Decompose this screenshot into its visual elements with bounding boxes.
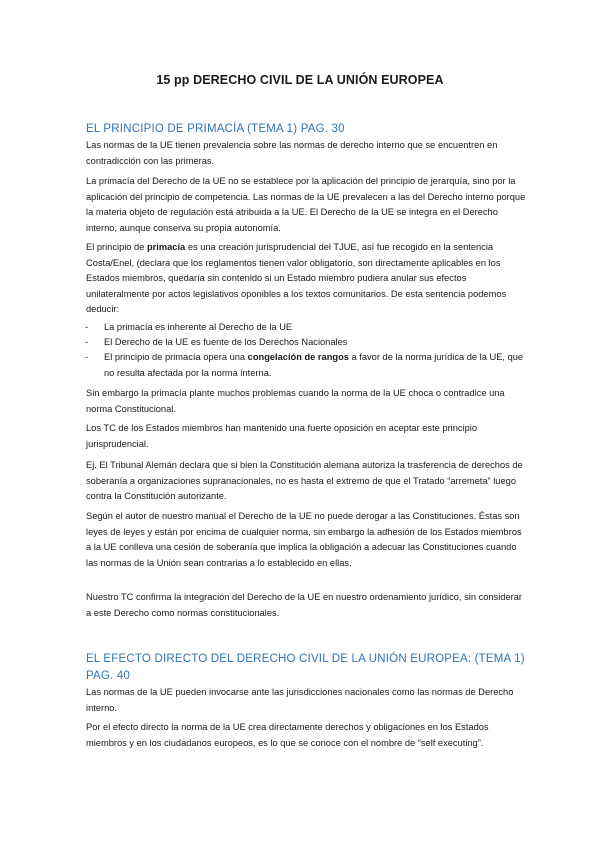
paragraph-text: El principio de [86, 242, 147, 252]
list-item-text: La primacía es inherente al Derecho de la UE [104, 322, 293, 332]
paragraph: Ej. El Tribunal Alemán declara que si bien la Constitución alemana autoriza la trasferencia de derechos de soberanía a organizaciones supranacionales, no es hasta el extremo de que el Tratado “arremeta” luego contra la Constitución autorizante. [86, 460, 523, 502]
list-dash: - [85, 322, 89, 332]
bold-term: primacía [146, 242, 186, 252]
document-title: 15 pp DERECHO CIVIL DE LA UNIÓN EUROPEA [156, 73, 444, 87]
paragraph: Las normas de la UE tienen prevalencia sobre las normas de derecho interno que se encuentren en contradicción con las primeras. [86, 140, 498, 166]
list-dash: - [85, 337, 89, 347]
paragraph-text: es una creación jurisprudencial del TJUE, así fue recogido en la sentencia Costa/Enel, (declara que los reglamentos tienen valor obligatorio, son directamente aplicables en los Estados miembros, quedaría sin contenido si un Estado miembro pudiera anular sus efectos unilateralmente por actos legislativos oponibles a los textos comunitarios. De esta sentencia podemos deducir: [86, 242, 507, 315]
list-item [85, 320, 524, 336]
list-item [85, 350, 524, 381]
paragraph [86, 240, 526, 318]
section-heading-primacia: EL PRINCIPIO DE PRIMACÍA (TEMA 1) PAG. 30 [86, 123, 345, 135]
paragraph: Sin embargo la primacía plante muchos problemas cuando la norma de la UE choca o contradice una norma Constitucional. [86, 388, 505, 414]
paragraph: Los TC de los Estados miembros han mantenido una fuerte oposición en aceptar este principio jurisprudencial. [86, 423, 478, 449]
list-dash: - [85, 352, 89, 362]
paragraph: Según el autor de nuestro manual el Derecho de la UE no puede derogar a las Constituciones. Éstas son leyes de leyes y están por encima de cualquier norma, sin embargo la adhesión de los Estados miembros a la UE conlleva una cesión de soberanía que implica la obligación a adecuar las Constituciones cuando las normas de la Unión sean contrarias a lo establecido en ellas. [86, 511, 522, 568]
list-item-text: El principio de primacía opera una [104, 352, 248, 362]
list-item-text: El Derecho de la UE es fuente de los Derechos Nacionales [104, 337, 348, 347]
list-item-text: a favor de la norma jurídica de la UE, que no resulta afectada por la norma interna. [104, 352, 524, 378]
paragraph: La primacía del Derecho de la UE no se establece por la aplicación del principio de jerarquía, sino por la aplicación del principio de competencia. Las normas de la UE prevalecen a las del Derecho interno porque la materia objeto de regulación está atribuida a la UE. El Derecho de la UE se integra en el Derecho interno, aunque conserva su propia autonomía. [86, 176, 526, 233]
bold-term: congelación de rangos [247, 352, 349, 362]
paragraph: Nuestro TC confirma la integración del Derecho de la UE en nuestro ordenamiento jurídico, sin considerar a este Derecho como normas constitucionales. [86, 592, 522, 618]
list-item [85, 335, 524, 351]
paragraph: Por el efecto directo la norma de la UE crea directamente derechos y obligaciones en los Estados miembros y en los ciudadanos europeos, es lo que se conoce con el nombre de “self executing”. [86, 722, 489, 748]
section-heading-efecto-directo: EL EFECTO DIRECTO DEL DERECHO CIVIL DE LA UNIÓN EUROPEA: (TEMA 1) PAG. 40 [86, 653, 525, 682]
paragraph: Las normas de la UE pueden invocarse ante las jurisdicciones nacionales como las normas de Derecho interno. [86, 687, 514, 713]
